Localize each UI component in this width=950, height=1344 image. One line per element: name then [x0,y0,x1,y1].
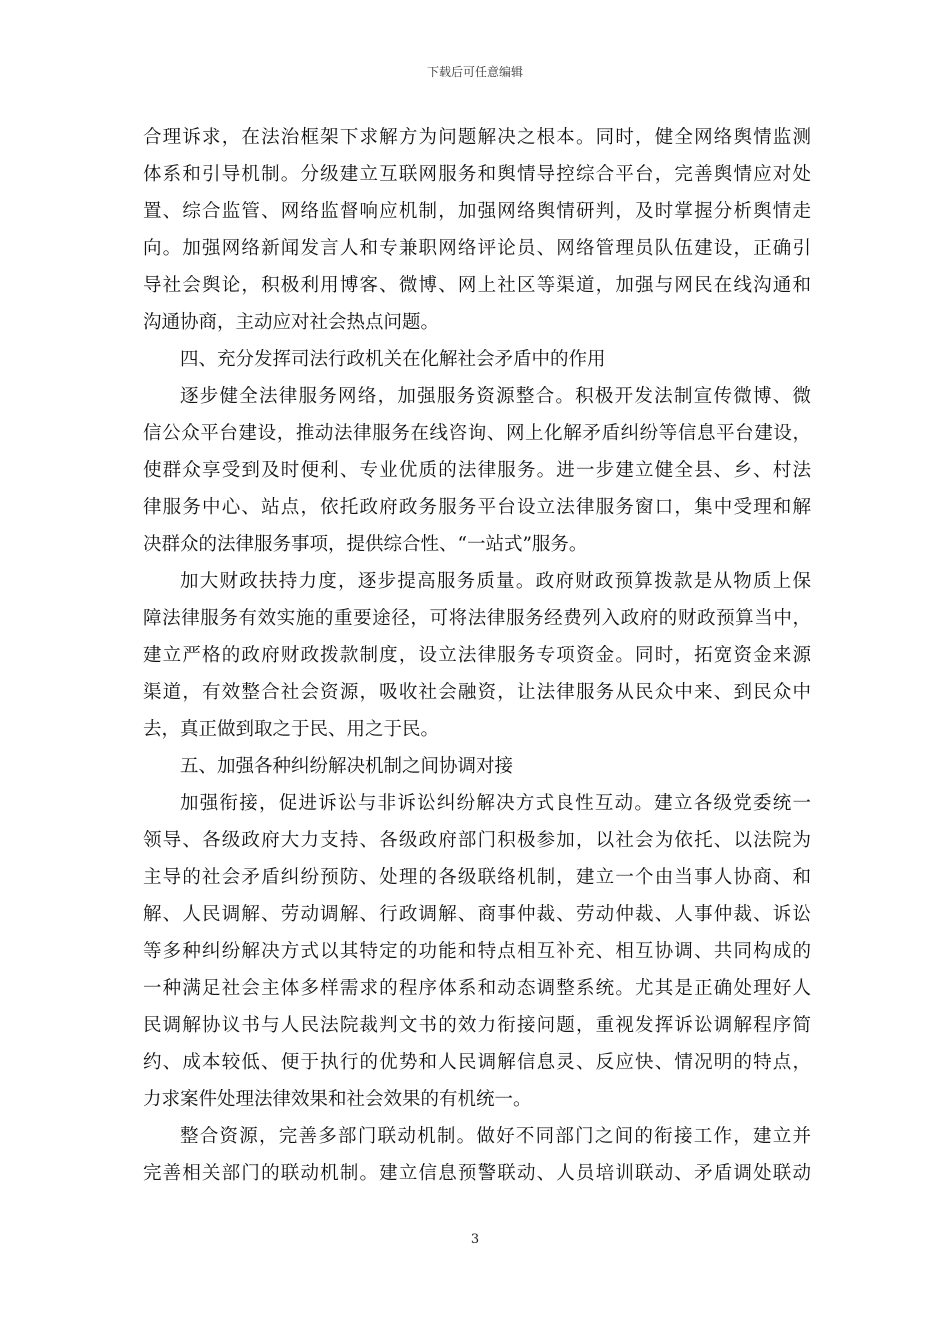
text-line: 逐步健全法律服务网络，加强服务资源整合。积极开发法制宣传微博、微 [180,386,811,407]
text-line: 渠道，有效整合社会资源，吸收社会融资，让法律服务从民众中来、到民众中 [143,682,811,703]
paragraph [143,378,811,563]
text-line: 使群众享受到及时便利、专业优质的法律服务。进一步建立健全县、乡、村法 [143,460,811,481]
page-number: 3 [470,1232,480,1247]
paragraph [143,1118,811,1192]
text-line: 向。加强网络新闻发言人和专兼职网络评论员、网络管理员队伍建设，正确引 [143,238,811,259]
paragraph [143,563,811,748]
text-line: 体系和引导机制。分级建立互联网服务和舆情导控综合平台，完善舆情应对处 [143,164,811,185]
text-line: 力求案件处理法律效果和社会效果的有机统一。 [143,1089,532,1110]
section-heading-4 [143,341,811,378]
text-line: 沟通协商，主动应对社会热点问题。 [143,312,440,333]
text-line: 决群众的法律服务事项，提供综合性、“一站式”服务。 [143,534,588,555]
heading-text: 五、加强各种纠纷解决机制之间协调对接 [180,756,514,777]
text-line: 领导、各级政府大力支持、各级政府部门积极参加，以社会为依托、以法院为 [143,830,811,851]
text-line: 一种满足社会主体多样需求的程序体系和动态调整系统。尤其是正确处理好人 [143,978,811,999]
text-line: 主导的社会矛盾纠纷预防、处理的各级联络机制，建立一个由当事人协商、和 [143,867,811,888]
text-line: 律服务中心、站点，依托政府政务服务平台设立法律服务窗口，集中受理和解 [143,497,811,518]
section-heading-5 [143,748,811,785]
text-line: 加强衔接，促进诉讼与非诉讼纠纷解决方式良性互动。建立各级党委统一 [180,793,811,814]
text-line: 加大财政扶持力度，逐步提高服务质量。政府财政预算拨款是从物质上保 [180,571,811,592]
text-line: 建立严格的政府财政拨款制度，设立法律服务专项资金。同时，拓宽资金来源 [143,645,811,666]
text-line: 去，真正做到取之于民、用之于民。 [143,719,440,740]
text-line: 合理诉求，在法治框架下求解方为问题解决之根本。同时，健全网络舆情监测 [143,127,811,148]
heading-text: 四、充分发挥司法行政机关在化解社会矛盾中的作用 [180,349,606,370]
text-line: 导社会舆论，积极利用博客、微博、网上社区等渠道，加强与网民在线沟通和 [143,275,811,296]
text-line: 置、综合监管、网络监督响应机制，加强网络舆情研判，及时掌握分析舆情走 [143,201,811,222]
text-line: 约、成本较低、便于执行的优势和人民调解信息灵、反应快、情况明的特点， [143,1052,811,1073]
text-line: 信公众平台建设，推动法律服务在线咨询、网上化解矛盾纠纷等信息平台建设， [143,423,811,444]
text-line: 解、人民调解、劳动调解、行政调解、商事仲裁、劳动仲裁、人事仲裁、诉讼 [143,904,811,925]
text-line: 整合资源，完善多部门联动机制。做好不同部门之间的衔接工作，建立并 [180,1126,811,1147]
paragraph [143,785,811,1118]
text-line: 障法律服务有效实施的重要途径，可将法律服务经费列入政府的财政预算当中， [143,608,811,629]
paragraph-continuation [143,119,811,341]
page-header: 下载后可任意编辑 [426,65,523,79]
text-line: 民调解协议书与人民法院裁判文书的效力衔接问题，重视发挥诉讼调解程序简 [143,1015,811,1036]
text-line: 等多种纠纷解决方式以其特定的功能和特点相互补充、相互协调、共同构成的 [143,941,811,962]
text-line: 完善相关部门的联动机制。建立信息预警联动、人员培训联动、矛盾调处联动 [143,1163,811,1184]
document-body [143,119,811,1192]
